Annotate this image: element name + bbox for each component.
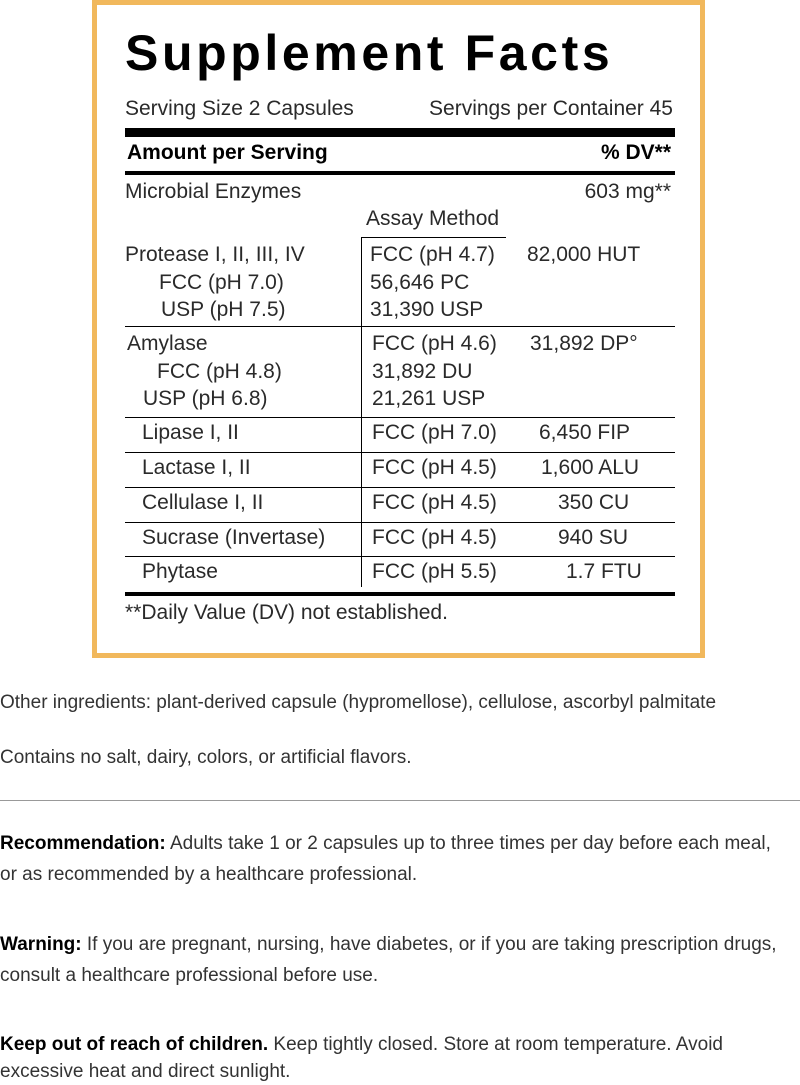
- phytase-method: FCC (pH 5.5): [372, 560, 497, 583]
- amylase-sub2-value: 21,261 USP: [372, 387, 486, 410]
- recommendation: [0, 828, 790, 890]
- dv-footnote: **Daily Value (DV) not established.: [125, 601, 448, 624]
- warning: [0, 929, 795, 991]
- row-rule: [125, 556, 675, 557]
- column-divider: [361, 237, 362, 587]
- lactase-value: 1,600 ALU: [541, 456, 640, 479]
- amylase-sub1-method: FCC (pH 4.8): [157, 360, 282, 383]
- row-rule: [125, 522, 675, 523]
- blend-name: Microbial Enzymes: [125, 180, 302, 203]
- amylase-sub2-method: USP (pH 6.8): [143, 387, 268, 410]
- recommendation-label: Recommendation:: [0, 833, 166, 854]
- protease-sub1-value: 56,646 PC: [370, 271, 470, 294]
- assay-method-header: Assay Method: [366, 207, 500, 230]
- lactase-name: Lactase I, II: [142, 456, 251, 479]
- row-rule: [125, 452, 675, 453]
- keep-out-text: Keep tightly closed. Store at room temperature. Avoid excessive heat and direct sunlight.: [0, 1034, 723, 1082]
- phytase-value: 1.7 FTU: [566, 560, 642, 583]
- sucrase-method: FCC (pH 4.5): [372, 526, 497, 549]
- row-rule: [125, 326, 675, 327]
- phytase-name: Phytase: [142, 560, 218, 583]
- warning-text: If you are pregnant, nursing, have diabetes, or if you are taking prescription drugs, consult a healthcare professional before use.: [0, 934, 777, 986]
- serving-size: Serving Size 2 Capsules: [125, 97, 354, 120]
- facts-title: Supplement Facts: [125, 25, 614, 81]
- cellulase-value: 350 CU: [558, 491, 630, 514]
- assay-underline: [361, 237, 506, 238]
- row-rule: [125, 417, 675, 418]
- lipase-value: 6,450 FIP: [539, 421, 631, 444]
- sucrase-name: Sucrase (Invertase): [142, 526, 326, 549]
- protease-sub1-method: FCC (pH 7.0): [159, 271, 284, 294]
- sucrase-value: 940 SU: [558, 526, 629, 549]
- amount-per-serving-header: Amount per Serving: [127, 141, 328, 164]
- amylase-method: FCC (pH 4.6): [372, 332, 497, 355]
- other-ingredients: Other ingredients: plant-derived capsule (hypromellose), cellulose, ascorbyl palmitate: [0, 692, 717, 713]
- protease-sub2-method: USP (pH 7.5): [161, 298, 286, 321]
- header-rule: [125, 171, 675, 175]
- lipase-method: FCC (pH 7.0): [372, 421, 497, 444]
- section-divider: [0, 800, 800, 801]
- amylase-value: 31,892 DP°: [530, 332, 638, 355]
- bottom-rule: [125, 592, 675, 596]
- recommendation-text: Adults take 1 or 2 capsules up to three times per day before each meal, or as recommended by a healthcare professional.: [0, 833, 771, 885]
- storage-note: [0, 1031, 760, 1085]
- amylase-sub1-value: 31,892 DU: [372, 360, 473, 383]
- warning-label: Warning:: [0, 934, 82, 955]
- protease-method: FCC (pH 4.7): [370, 243, 495, 266]
- protease-value: 82,000 HUT: [527, 243, 641, 266]
- cellulase-method: FCC (pH 4.5): [372, 491, 497, 514]
- contains-no: Contains no salt, dairy, colors, or artificial flavors.: [0, 747, 412, 768]
- lipase-name: Lipase I, II: [142, 421, 239, 444]
- dv-header: % DV**: [600, 141, 671, 164]
- servings-per-container: Servings per Container 45: [429, 97, 673, 120]
- amylase-name: Amylase: [127, 332, 208, 355]
- lactase-method: FCC (pH 4.5): [372, 456, 497, 479]
- row-rule: [125, 487, 675, 488]
- cellulase-name: Cellulase I, II: [142, 491, 264, 514]
- thick-rule: [125, 128, 675, 137]
- protease-sub2-value: 31,390 USP: [370, 298, 484, 321]
- keep-out-label: Keep out of reach of children.: [0, 1034, 269, 1055]
- protease-name: Protease I, II, III, IV: [125, 243, 305, 266]
- blend-amount: 603 mg**: [584, 180, 671, 203]
